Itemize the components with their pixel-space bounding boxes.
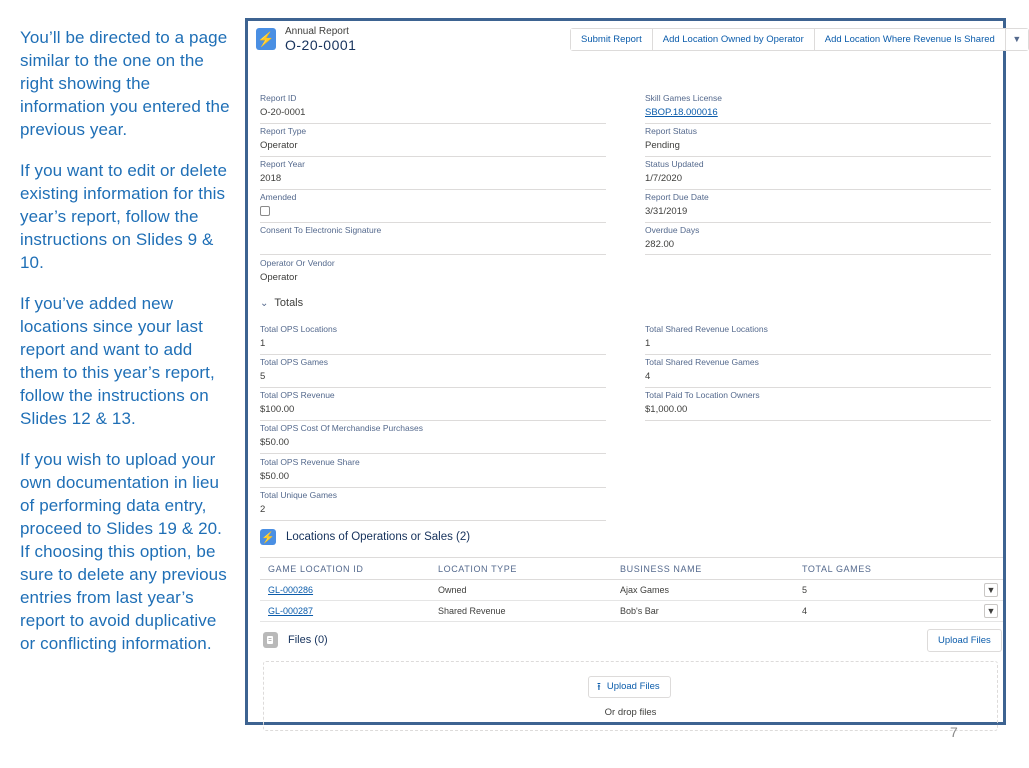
business-name-cell: Ajax Games bbox=[620, 585, 670, 595]
instruction-paragraph: If you’ve added new locations since your last report and want to add them to this year’s report, follow the instructions on Slides 12 & 13. bbox=[20, 294, 215, 428]
column-header[interactable]: GAME LOCATION ID bbox=[268, 564, 364, 574]
file-icon bbox=[263, 632, 278, 648]
field-report-year bbox=[260, 159, 606, 190]
files-list-title[interactable]: Files (0) bbox=[288, 634, 328, 646]
skill-license-link[interactable]: SBOP.18.000016 bbox=[645, 107, 718, 118]
field-report-type bbox=[260, 126, 606, 157]
field-label: Total OPS Locations bbox=[260, 324, 338, 334]
field-report-id bbox=[260, 93, 606, 124]
instruction-paragraph: If you wish to upload your own documentation in lieu of performing data entry, proceed to Slides 19 & 20. If choosing this option, be sure to delete any previous entries from last year’s report to avoid duplicative or conflicting information. bbox=[20, 450, 227, 653]
record-title: O-20-0001 bbox=[285, 37, 357, 53]
business-name-cell: Bob's Bar bbox=[620, 606, 659, 616]
field-report-status bbox=[645, 126, 991, 157]
instruction-paragraph: If you want to edit or delete existing information for this year’s report, follow the instructions on Slides 9 & 10. bbox=[20, 161, 228, 272]
field-total-ops-locations bbox=[260, 324, 606, 355]
add-location-owned-button[interactable]: Add Location Owned by Operator bbox=[653, 29, 815, 50]
field-status-updated bbox=[645, 159, 991, 190]
field-label: Total OPS Games bbox=[260, 357, 329, 367]
locations-related-list-header bbox=[260, 526, 470, 548]
column-header[interactable]: BUSINESS NAME bbox=[620, 564, 702, 574]
field-label: Total Paid To Location Owners bbox=[645, 390, 760, 400]
upload-files-button[interactable]: Upload Files bbox=[927, 629, 1002, 652]
field-value: 1/7/2020 bbox=[645, 173, 682, 184]
record-screenshot-frame bbox=[245, 18, 1022, 725]
field-label: Consent To Electronic Signature bbox=[260, 225, 382, 235]
locations-list-title[interactable]: Locations of Operations or Sales (2) bbox=[286, 531, 471, 543]
field-label: Report Status bbox=[645, 126, 697, 136]
field-value: 1 bbox=[645, 338, 651, 349]
field-total-unique-games bbox=[260, 490, 606, 521]
table-header-row bbox=[260, 557, 1003, 580]
field-total-shared-locations bbox=[645, 324, 991, 355]
field-value: 2 bbox=[260, 504, 266, 515]
column-header[interactable]: TOTAL GAMES bbox=[802, 564, 872, 574]
dropzone-upload-label: Upload Files bbox=[606, 681, 660, 692]
field-label: Total Unique Games bbox=[260, 490, 338, 500]
totals-section-label: Totals bbox=[274, 297, 304, 309]
field-label: Amended bbox=[260, 192, 297, 202]
field-value: $1,000.00 bbox=[645, 404, 688, 415]
lightning-icon: ⚡ bbox=[256, 28, 276, 50]
field-total-ops-revenue bbox=[260, 390, 606, 421]
field-total-ops-revenue-share bbox=[260, 457, 606, 488]
field-label: Total OPS Revenue Share bbox=[260, 457, 360, 467]
locations-table bbox=[260, 557, 1003, 622]
total-games-cell: 5 bbox=[802, 585, 808, 595]
file-dropzone[interactable] bbox=[263, 661, 998, 731]
field-skill-games-license bbox=[645, 93, 991, 124]
field-total-paid-to-owners bbox=[645, 390, 991, 421]
slide-page-number: 7 bbox=[950, 724, 958, 740]
row-actions-dropdown-icon[interactable]: ▼ bbox=[984, 604, 998, 618]
files-related-list-header bbox=[263, 632, 328, 648]
field-total-ops-games bbox=[260, 357, 606, 388]
field-total-ops-cost bbox=[260, 423, 606, 454]
field-label: Total Shared Revenue Games bbox=[645, 357, 759, 367]
field-report-due-date bbox=[645, 192, 991, 223]
field-label: Overdue Days bbox=[645, 225, 700, 235]
field-value: 282.00 bbox=[645, 239, 675, 250]
field-operator-or-vendor bbox=[260, 258, 606, 288]
chevron-down-icon: ⌄ bbox=[260, 298, 269, 309]
field-label: Total OPS Cost Of Merchandise Purchases bbox=[260, 423, 423, 433]
upload-icon: ⭱ bbox=[597, 681, 601, 693]
field-consent bbox=[260, 225, 606, 255]
location-type-cell: Owned bbox=[438, 585, 467, 595]
field-value: 2018 bbox=[260, 173, 282, 184]
field-label: Report Year bbox=[260, 159, 305, 169]
field-total-shared-games bbox=[645, 357, 991, 388]
dropzone-upload-files-button[interactable] bbox=[588, 676, 671, 698]
location-type-cell: Shared Revenue bbox=[438, 606, 506, 616]
field-value: Pending bbox=[645, 140, 680, 151]
field-label: Total OPS Revenue bbox=[260, 390, 335, 400]
game-location-id-link[interactable]: GL-000287 bbox=[268, 606, 314, 616]
game-location-id-link[interactable]: GL-000286 bbox=[268, 585, 314, 595]
lightning-icon: ⚡ bbox=[260, 529, 276, 545]
submit-report-button[interactable]: Submit Report bbox=[571, 29, 653, 50]
instruction-paragraph: You’ll be directed to a page similar to the one on the right showing the information you entered the previous year. bbox=[20, 28, 230, 139]
field-label: Status Updated bbox=[645, 159, 704, 169]
field-label: Report Due Date bbox=[645, 192, 709, 202]
instructions-panel bbox=[20, 26, 232, 673]
field-label: Operator Or Vendor bbox=[260, 258, 335, 268]
amended-checkbox[interactable] bbox=[260, 206, 270, 216]
action-button-group bbox=[570, 28, 1029, 51]
field-amended bbox=[260, 192, 606, 223]
table-row bbox=[260, 601, 1003, 622]
field-label: Skill Games License bbox=[645, 93, 723, 103]
field-value: 5 bbox=[260, 371, 266, 382]
field-value: Operator bbox=[260, 272, 298, 283]
field-value: O-20-0001 bbox=[260, 107, 306, 118]
field-value: $50.00 bbox=[260, 437, 290, 448]
record-type-label: Annual Report bbox=[285, 26, 349, 37]
table-row bbox=[260, 580, 1003, 601]
field-value: 3/31/2019 bbox=[645, 206, 688, 217]
drop-files-text: Or drop files bbox=[604, 707, 657, 718]
field-label: Total Shared Revenue Locations bbox=[645, 324, 768, 334]
field-label: Report Type bbox=[260, 126, 307, 136]
column-header[interactable]: LOCATION TYPE bbox=[438, 564, 517, 574]
total-games-cell: 4 bbox=[802, 606, 808, 616]
field-value: 1 bbox=[260, 338, 266, 349]
add-location-shared-button[interactable]: Add Location Where Revenue Is Shared bbox=[815, 29, 1006, 50]
field-overdue-days bbox=[645, 225, 991, 255]
totals-section-toggle[interactable] bbox=[260, 297, 303, 309]
field-value: $50.00 bbox=[260, 471, 290, 482]
field-value: 4 bbox=[645, 371, 651, 382]
more-actions-dropdown-icon[interactable]: ▼ bbox=[1006, 29, 1028, 50]
record-header bbox=[248, 21, 1022, 77]
field-value: Operator bbox=[260, 140, 298, 151]
field-label: Report ID bbox=[260, 93, 297, 103]
field-value: $100.00 bbox=[260, 404, 295, 415]
row-actions-dropdown-icon[interactable]: ▼ bbox=[984, 583, 998, 597]
